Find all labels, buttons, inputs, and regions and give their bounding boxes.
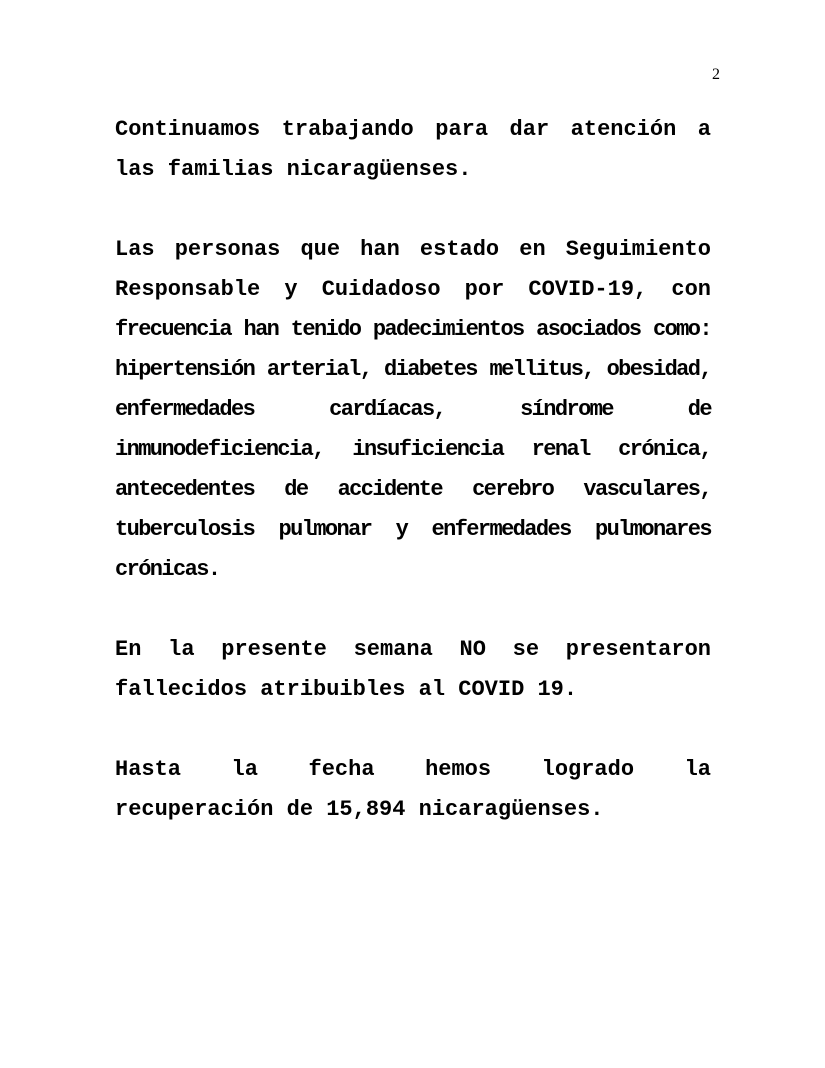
text-line: Hasta la fecha hemos logrado la: [115, 757, 711, 782]
paragraph-recoveries: [115, 750, 711, 830]
paragraph-comorbidities: [115, 230, 711, 590]
text-line: Responsable y Cuidadoso por COVID-19, con: [115, 277, 711, 302]
text-line: Continuamos trabajando para dar atención a: [115, 117, 711, 142]
paragraph-deaths: [115, 630, 711, 710]
text-line: inmunodeficiencia, insuficiencia renal crónica,: [115, 437, 711, 462]
text-line: enfermedades cardíacas, síndrome de: [115, 397, 711, 422]
text-line: En la presente semana NO se presentaron: [115, 637, 711, 662]
text-line: antecedentes de accidente cerebro vasculares,: [115, 477, 711, 502]
paragraph-intro: [115, 110, 711, 190]
text-line: Las personas que han estado en Seguimiento: [115, 237, 711, 262]
text-line: hipertensión arterial, diabetes mellitus, obesidad,: [115, 357, 711, 382]
text-line: frecuencia han tenido padecimientos asociados como:: [115, 317, 711, 342]
text-line: las familias nicaragüenses.: [115, 157, 472, 182]
text-line: recuperación de 15,894 nicaragüenses.: [115, 797, 604, 822]
text-line: crónicas.: [115, 557, 220, 582]
document-body: [115, 110, 711, 870]
page-number: 2: [712, 66, 720, 83]
text-line: tuberculosis pulmonar y enfermedades pulmonares: [115, 517, 711, 542]
text-line: fallecidos atribuibles al COVID 19.: [115, 677, 578, 702]
